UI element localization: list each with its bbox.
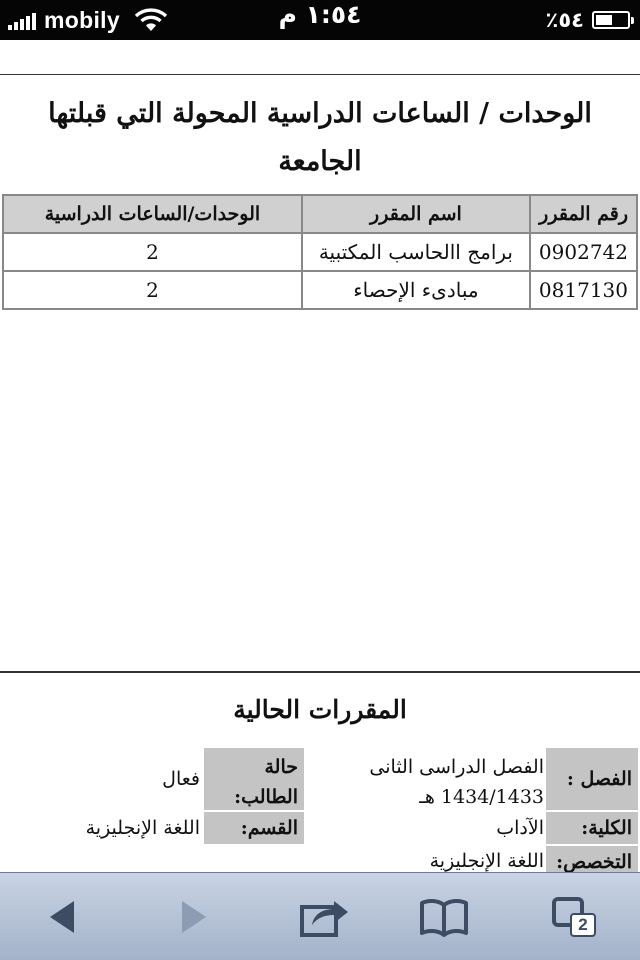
cell-course-number: 0902742 <box>531 234 636 270</box>
department-label: القسم: <box>204 812 304 844</box>
table-row <box>4 234 636 270</box>
college-value: الآداب <box>496 817 544 839</box>
back-button[interactable] <box>36 891 92 943</box>
cell-credit-hours: 2 <box>4 272 301 308</box>
student-status-label: حالة الطالب: <box>204 748 304 810</box>
semester-label: الفصل : <box>546 748 638 810</box>
status-right <box>546 0 630 40</box>
browser-toolbar <box>0 872 640 960</box>
header-course-name: اسم المقرر <box>303 196 529 232</box>
battery-fill <box>596 15 612 25</box>
major-label: التخصص: <box>546 846 638 872</box>
forward-button[interactable] <box>164 891 220 943</box>
header-course-number: رقم المقرر <box>531 196 636 232</box>
status-time: ١:٥٤ م <box>278 0 362 29</box>
top-divider <box>0 74 640 75</box>
college-label: الكلية: <box>546 812 638 844</box>
page-content[interactable] <box>0 40 640 872</box>
carrier-name: mobily <box>44 6 120 33</box>
cell-course-name: مبادىء الإحصاء <box>303 272 529 308</box>
student-status-value: فعال <box>162 768 200 790</box>
cell-course-number: 0817130 <box>531 272 636 308</box>
forward-arrow-icon <box>172 897 212 937</box>
header-credit-hours: الوحدات/الساعات الدراسية <box>4 196 301 232</box>
department-value: اللغة الإنجليزية <box>85 817 200 839</box>
tabs-button[interactable] <box>544 891 600 943</box>
bookmarks-button[interactable] <box>416 891 472 943</box>
cell-course-name: برامج االحاسب المكتبية <box>303 234 529 270</box>
tab-count-badge: 2 <box>570 913 596 937</box>
battery-percent: ٪٥٤ <box>545 8 584 32</box>
semester-value: الفصل الدراسى الثانى 1434/1433 هـ <box>369 756 544 808</box>
bookmarks-icon <box>418 897 470 937</box>
cell-credit-hours: 2 <box>4 234 301 270</box>
table-row <box>4 272 636 308</box>
share-button[interactable] <box>296 891 352 943</box>
table-header-row <box>4 196 636 232</box>
transferred-hours-title: الوحدات / الساعات الدراسية المحولة التي قبلتها الجامعة <box>48 98 592 177</box>
status-bar <box>0 0 640 40</box>
major-value: اللغة الإنجليزية <box>429 850 544 872</box>
transferred-courses-table <box>2 194 638 310</box>
back-arrow-icon <box>44 897 84 937</box>
battery-icon <box>592 11 630 29</box>
section-divider <box>0 671 640 673</box>
current-courses-title: المقررات الحالية <box>233 695 407 724</box>
share-icon <box>298 895 350 939</box>
